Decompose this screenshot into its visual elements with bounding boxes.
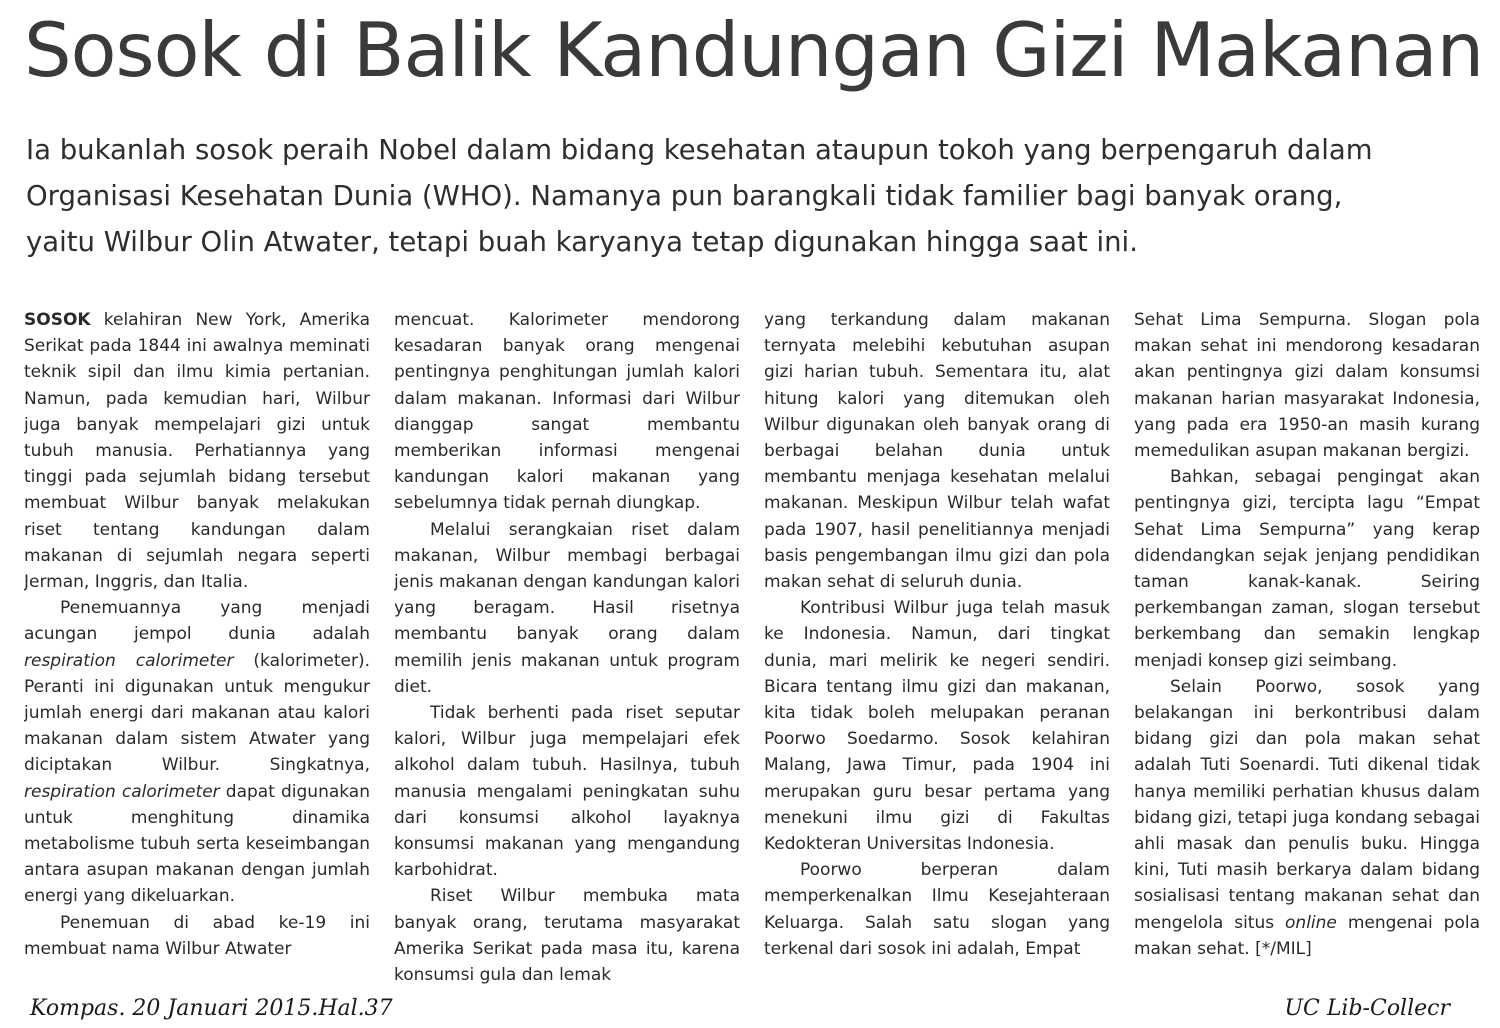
paragraph: Riset Wilbur membuka mata banyak orang, terutama masyarakat Amerika Serikat pada masa itu, karena konsumsi gula dan lemak: [394, 886, 740, 986]
paragraph: Sehat Lima Sempurna. Slogan pola makan sehat ini mendorong kesadaran akan pentingnya gizi dalam konsumsi makanan harian masyarakat Indonesia, yang pada era 1950-an masih kurang memedulikan asupan makanan bergizi.: [1134, 310, 1480, 462]
article-lede: Ia bukanlah sosok peraih Nobel dalam bidang kesehatan ataupun tokoh yang berpengaruh dalam Organisasi Kesehatan Dunia (WHO). Namanya pun barangkali tidak familier bagi banyak orang, yaitu Wilbur Olin Atwater, tetapi buah karyanya tetap digunakan hingga saat ini.: [26, 134, 1373, 258]
italic-term: respiration calorimeter: [24, 650, 234, 671]
article-headline: Sosok di Balik Kandungan Gizi Makanan: [24, 6, 1484, 94]
paragraph: mencuat. Kalorimeter mendorong kesadaran banyak orang mengenai pentingnya penghitungan jumlah kalori dalam makanan. Informasi dari Wilbur dianggap sangat membantu memberikan informasi mengenai kandungan kalori makanan yang sebelumnya tidak pernah diungkap.: [394, 310, 740, 514]
paragraph: Melalui serangkaian riset dalam makanan, Wilbur membagi berbagai jenis makanan dengan kandungan kalori yang beragam. Hasil risetnya membantu banyak orang dalam memilih jenis makanan untuk program diet.: [394, 519, 740, 697]
article-column-4: [1134, 307, 1480, 989]
article-body: [24, 307, 1482, 989]
paragraph: Kontribusi Wilbur juga telah masuk ke Indonesia. Namun, dari tingkat dunia, mari melirik ke negeri sendiri. Bicara tentang ilmu gizi dan makanan, kita tidak boleh melupakan peranan Poorwo Soedarmo. Sosok kelahiran Malang, Jawa Timur, pada 1904 ini merupakan guru besar pertama yang menekuni ilmu gizi di Fakultas Kedokteran Universitas Indonesia.: [764, 598, 1110, 855]
paragraph-text: kelahiran New York, Amerika Serikat pada 1844 ini awalnya meminati teknik sipil dan ilmu kimia pertanian. Namun, pada kemudian hari, Wilbur juga banyak mempelajari gizi untuk tubuh manusia. Perhatiannya yang tinggi pada sejumlah bidang tersebut membuat Wilbur banyak melakukan riset tentang kandungan dalam makanan di sejumlah negara seperti Jerman, Inggris, dan Italia.: [24, 310, 370, 593]
paragraph-text: Selain Poorwo, sosok yang belakangan ini berkontribusi dalam bidang gizi dan pola makan sehat adalah Tuti Soenardi. Tuti dikenal tidak hanya memiliki perhatian khusus dalam bidang gizi, tetapi juga kondang sebagai ahli masak dan penulis buku. Hingga kini, Tuti masih berkarya dalam bidang sosialisasi tentang makanan sehat dan mengelola situs: [1134, 676, 1480, 933]
italic-term: respiration calorimeter: [24, 781, 220, 802]
paragraph: yang terkandung dalam makanan ternyata melebihi kebutuhan asupan gizi harian tubuh. Sementara itu, alat hitung kalori yang ditemukan oleh Wilbur digunakan oleh banyak orang di berbagai belahan dunia untuk membantu menjaga kesehatan melalui makanan. Meskipun Wilbur telah wafat pada 1907, hasil penelitiannya menjadi basis pengembangan ilmu gizi dan pola makan sehat di seluruh dunia.: [764, 310, 1110, 593]
article-column-2: [394, 307, 740, 989]
paragraph: Penemuan di abad ke-19 ini membuat nama Wilbur Atwater: [24, 912, 370, 959]
source-citation: Kompas. 20 Januari 2015.Hal.37: [30, 996, 393, 1021]
collector-label: UC Lib-Collecr: [1284, 996, 1450, 1021]
italic-term: online: [1285, 912, 1337, 933]
paragraph: [24, 595, 370, 909]
paragraph: Bahkan, sebagai pengingat akan pentingnya gizi, tercipta lagu “Empat Sehat Lima Sempurna” yang kerap didendangkan sejak jenjang pendidikan taman kanak-kanak. Seiring perkembangan zaman, slogan tersebut berkembang dan semakin lengkap menjadi konsep gizi seimbang.: [1134, 467, 1480, 671]
paragraph-text: (kalorimeter). Peranti ini digunakan untuk mengukur jumlah energi dari makanan atau kalori makanan dalam sistem Atwater yang diciptakan Wilbur. Singkatnya,: [24, 650, 370, 776]
kicker: SOSOK: [24, 310, 91, 330]
article-column-1: [24, 307, 370, 989]
paragraph: Poorwo berperan dalam memperkenalkan Ilmu Kesejahteraan Keluarga. Salah satu slogan yang terkenal dari sosok ini adalah, Empat: [764, 860, 1110, 959]
paragraph-text: mengenai pola makan sehat. [*/MIL]: [1134, 912, 1480, 959]
paragraph-text: dapat digunakan untuk menghitung dinamika metabolisme tubuh serta keseimbangan antara asupan makanan dengan jumlah energi yang dikeluarkan.: [24, 781, 370, 907]
article-column-3: [764, 307, 1110, 989]
paragraph: Tidak berhenti pada riset seputar kalori, Wilbur juga mempelajari efek alkohol dalam tubuh. Hasilnya, tubuh manusia mengalami peningkatan suhu dari konsumsi alkohol layaknya konsumsi makanan yang mengandung karbohidrat.: [394, 703, 740, 881]
paragraph: [1134, 674, 1480, 962]
paragraph: [24, 307, 370, 595]
paragraph-text: Penemuannya yang menjadi acungan jempol dunia adalah: [24, 598, 370, 645]
